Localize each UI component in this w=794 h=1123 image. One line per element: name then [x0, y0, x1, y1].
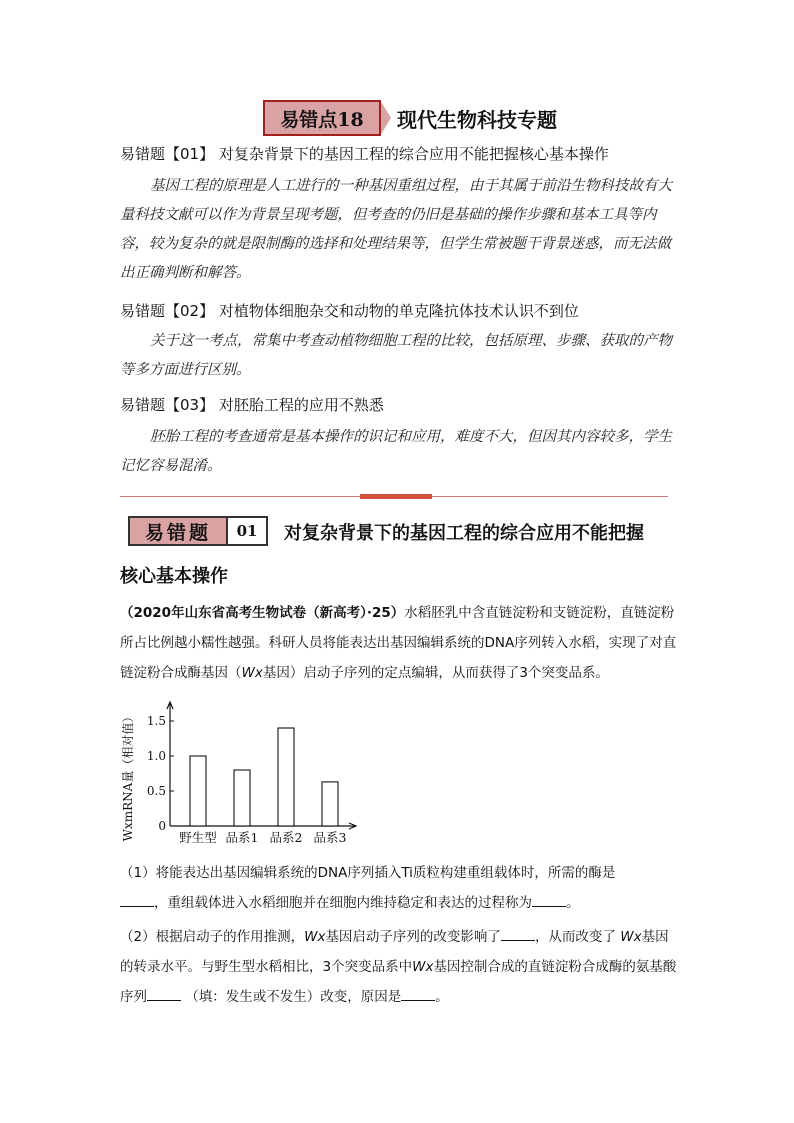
section-divider-mark: [360, 494, 432, 499]
error-heading-02: 易错题【02】 对植物体细胞杂交和动物的单克隆抗体技术认识不到位: [120, 302, 579, 320]
x-category-label: 品系3: [313, 830, 347, 845]
y-tick-label: 0: [158, 819, 166, 833]
bar: [322, 782, 338, 826]
y-axis-label: WxmRNA量（相对值）: [121, 710, 135, 842]
x-category-label: 品系1: [225, 830, 259, 845]
error-heading-03: 易错题【03】 对胚胎工程的应用不熟悉: [120, 396, 384, 414]
title-badge: 易错点18: [263, 100, 381, 136]
bar: [190, 756, 206, 826]
section-title-line2: 核心基本操作: [120, 566, 228, 587]
error-para-03: 胚胎工程的考查通常是基本操作的识记和应用，难度不大，但因其内容较多，学生记忆容易混淆。: [120, 429, 672, 474]
page-title-banner: [263, 99, 557, 137]
question-2: （2）根据启动子的作用推测，Wx基因启动子序列的改变影响了 ，从而改变了 Wx基因的转录水平。与野生型水稻相比，3个突变品系中Wx基因控制合成的直链淀粉合成酶的氨基酸序列 （填：发生或不发生）改变，原因是 。: [120, 922, 682, 1012]
page-title: 现代生物科技专题: [397, 107, 557, 132]
error-para-02: 关于这一考点，常集中考查动植物细胞工程的比较，包括原理、步骤、获取的产物等多方面进行区别。: [120, 333, 672, 378]
answer-blank-5[interactable]: [401, 986, 435, 1001]
bar: [234, 770, 250, 826]
y-tick-label: 0.5: [146, 784, 166, 798]
section-title-line1: 对复杂背景下的基因工程的综合应用不能把握: [284, 523, 644, 544]
y-tick-label: 1.0: [146, 749, 166, 763]
answer-blank-1[interactable]: [120, 892, 154, 907]
answer-blank-4[interactable]: [147, 986, 181, 1001]
x-category-label: 野生型: [179, 830, 217, 845]
error-para-01: 基因工程的原理是人工进行的一种基因重组过程，由于其属于前沿生物科技故有大量科技文献可以作为背景呈现考题，但考查的仍旧是基础的操作步骤和基本工具等内容，较为复杂的就是限制酶的选择和处理结果等，但学生常被题干背景迷惑，而无法做出正确判断和解答。: [120, 178, 672, 281]
section-badge-label: 易错题: [130, 518, 228, 544]
question-1: （1）将能表达出基因编辑系统的DNA序列插入Ti质粒构建重组载体时，所需的酶是 ，重组载体进入水稻细胞并在细胞内维持稳定和表达的过程称为 。: [120, 865, 616, 911]
question-source: （2020年山东省高考生物试卷（新高考）·25）: [120, 605, 405, 621]
bar: [278, 728, 294, 826]
wx-mrna-bar-chart: [118, 700, 368, 850]
error-heading-01: 易错题【01】 对复杂背景下的基因工程的综合应用不能把握核心基本操作: [120, 145, 609, 163]
section-badge-number: 01: [236, 522, 258, 540]
title-arrow-shape: [380, 100, 391, 136]
section-badge: [128, 516, 268, 546]
answer-blank-2[interactable]: [532, 892, 566, 907]
y-tick-label: 1.5: [146, 714, 166, 728]
answer-blank-3[interactable]: [501, 926, 535, 941]
x-category-label: 品系2: [269, 830, 303, 845]
question-intro: （2020年山东省高考生物试卷（新高考）·25）水稻胚乳中含直链淀粉和支链淀粉，直链淀粉所占比例越小糯性越强。科研人员将能表达出基因编辑系统的DNA序列转入水稻，实现了对直链淀粉合成酶基因（Wx基因）启动子序列的定点编辑，从而获得了3个突变品系。: [120, 605, 677, 681]
